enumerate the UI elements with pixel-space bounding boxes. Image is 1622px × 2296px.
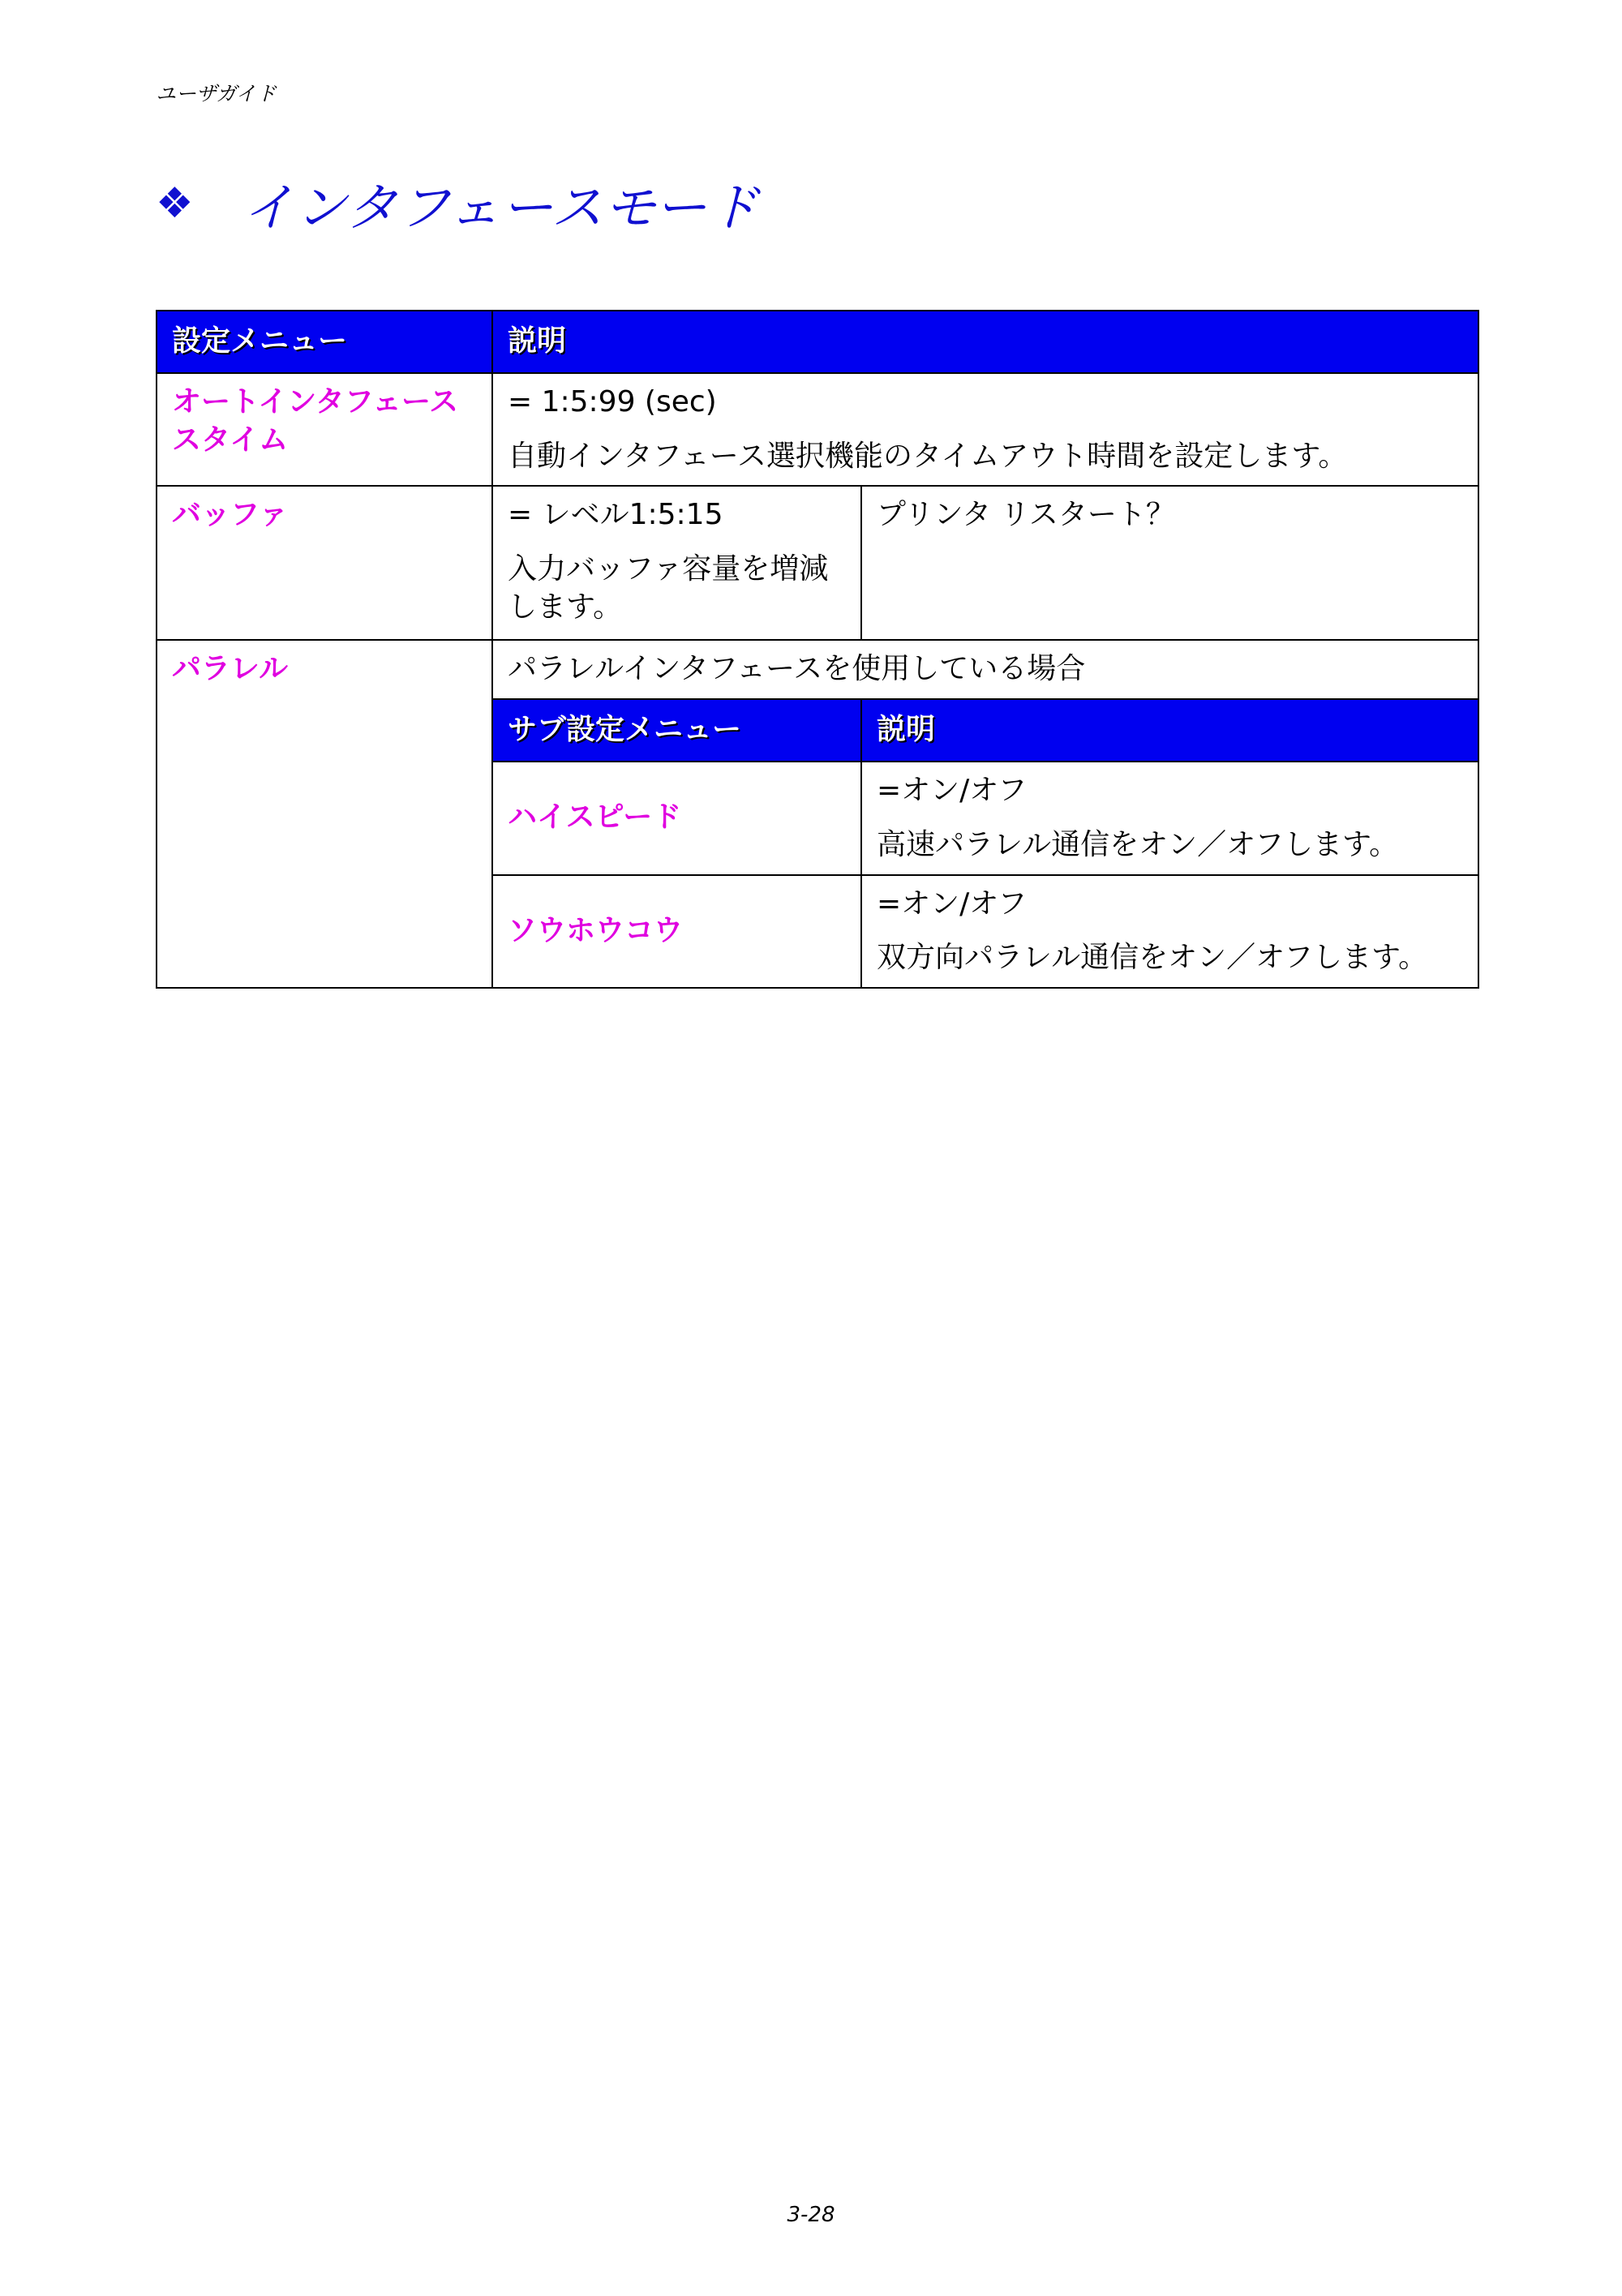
table-row [157,640,1478,699]
sub-menu-name-high-speed: ハイスピード [492,762,861,875]
settings-table [156,310,1479,989]
sub-desc-cell-high-speed [861,762,1478,875]
setting-description: 双方向パラレル通信をオン／オフします。 [877,941,1428,975]
menu-name-auto-interface: オートインタフェーススタイム [157,373,492,487]
setting-value: = レベル1:5:15 [508,498,723,532]
sub-col-header-description: 説明 [861,699,1478,762]
table-row [157,373,1478,487]
running-header: ユーザガイド [156,82,277,105]
setting-description: 高速パラレル通信をオン／オフします。 [877,827,1399,861]
sub-col-header-menu: サブ設定メニュー [492,699,861,762]
menu-name-buffer: バッファ [157,486,492,640]
desc-cell-buffer [492,486,861,640]
setting-value: = 1:5:99 (sec) [508,384,717,418]
setting-description: 自動インタフェース選択機能のタイムアウト時間を設定します。 [508,439,1348,473]
menu-name-parallel: パラレル [157,640,492,988]
desc-cell-auto-interface [492,373,1478,487]
setting-description: 入力バッファ容量を増減します。 [508,552,829,624]
restart-note: プリンタ リスタート？ [861,486,1478,640]
table-header-row [157,311,1478,373]
col-header-description: 説明 [492,311,1478,373]
col-header-menu: 設定メニュー [157,311,492,373]
sub-desc-cell-bidirectional [861,875,1478,989]
setting-value: =オン/オフ [877,886,1028,921]
page-number: 3-28 [787,2203,835,2227]
section-heading [156,166,760,241]
table-row [157,486,1478,640]
sub-menu-name-bidirectional: ソウホウコウ [492,875,861,989]
section-title: インタフェースモード [242,178,761,238]
desc-cell-parallel: パラレルインタフェースを使用している場合 [492,640,1478,699]
setting-value: =オン/オフ [877,773,1028,807]
diamond-bullet-icon: ❖ [156,179,194,228]
